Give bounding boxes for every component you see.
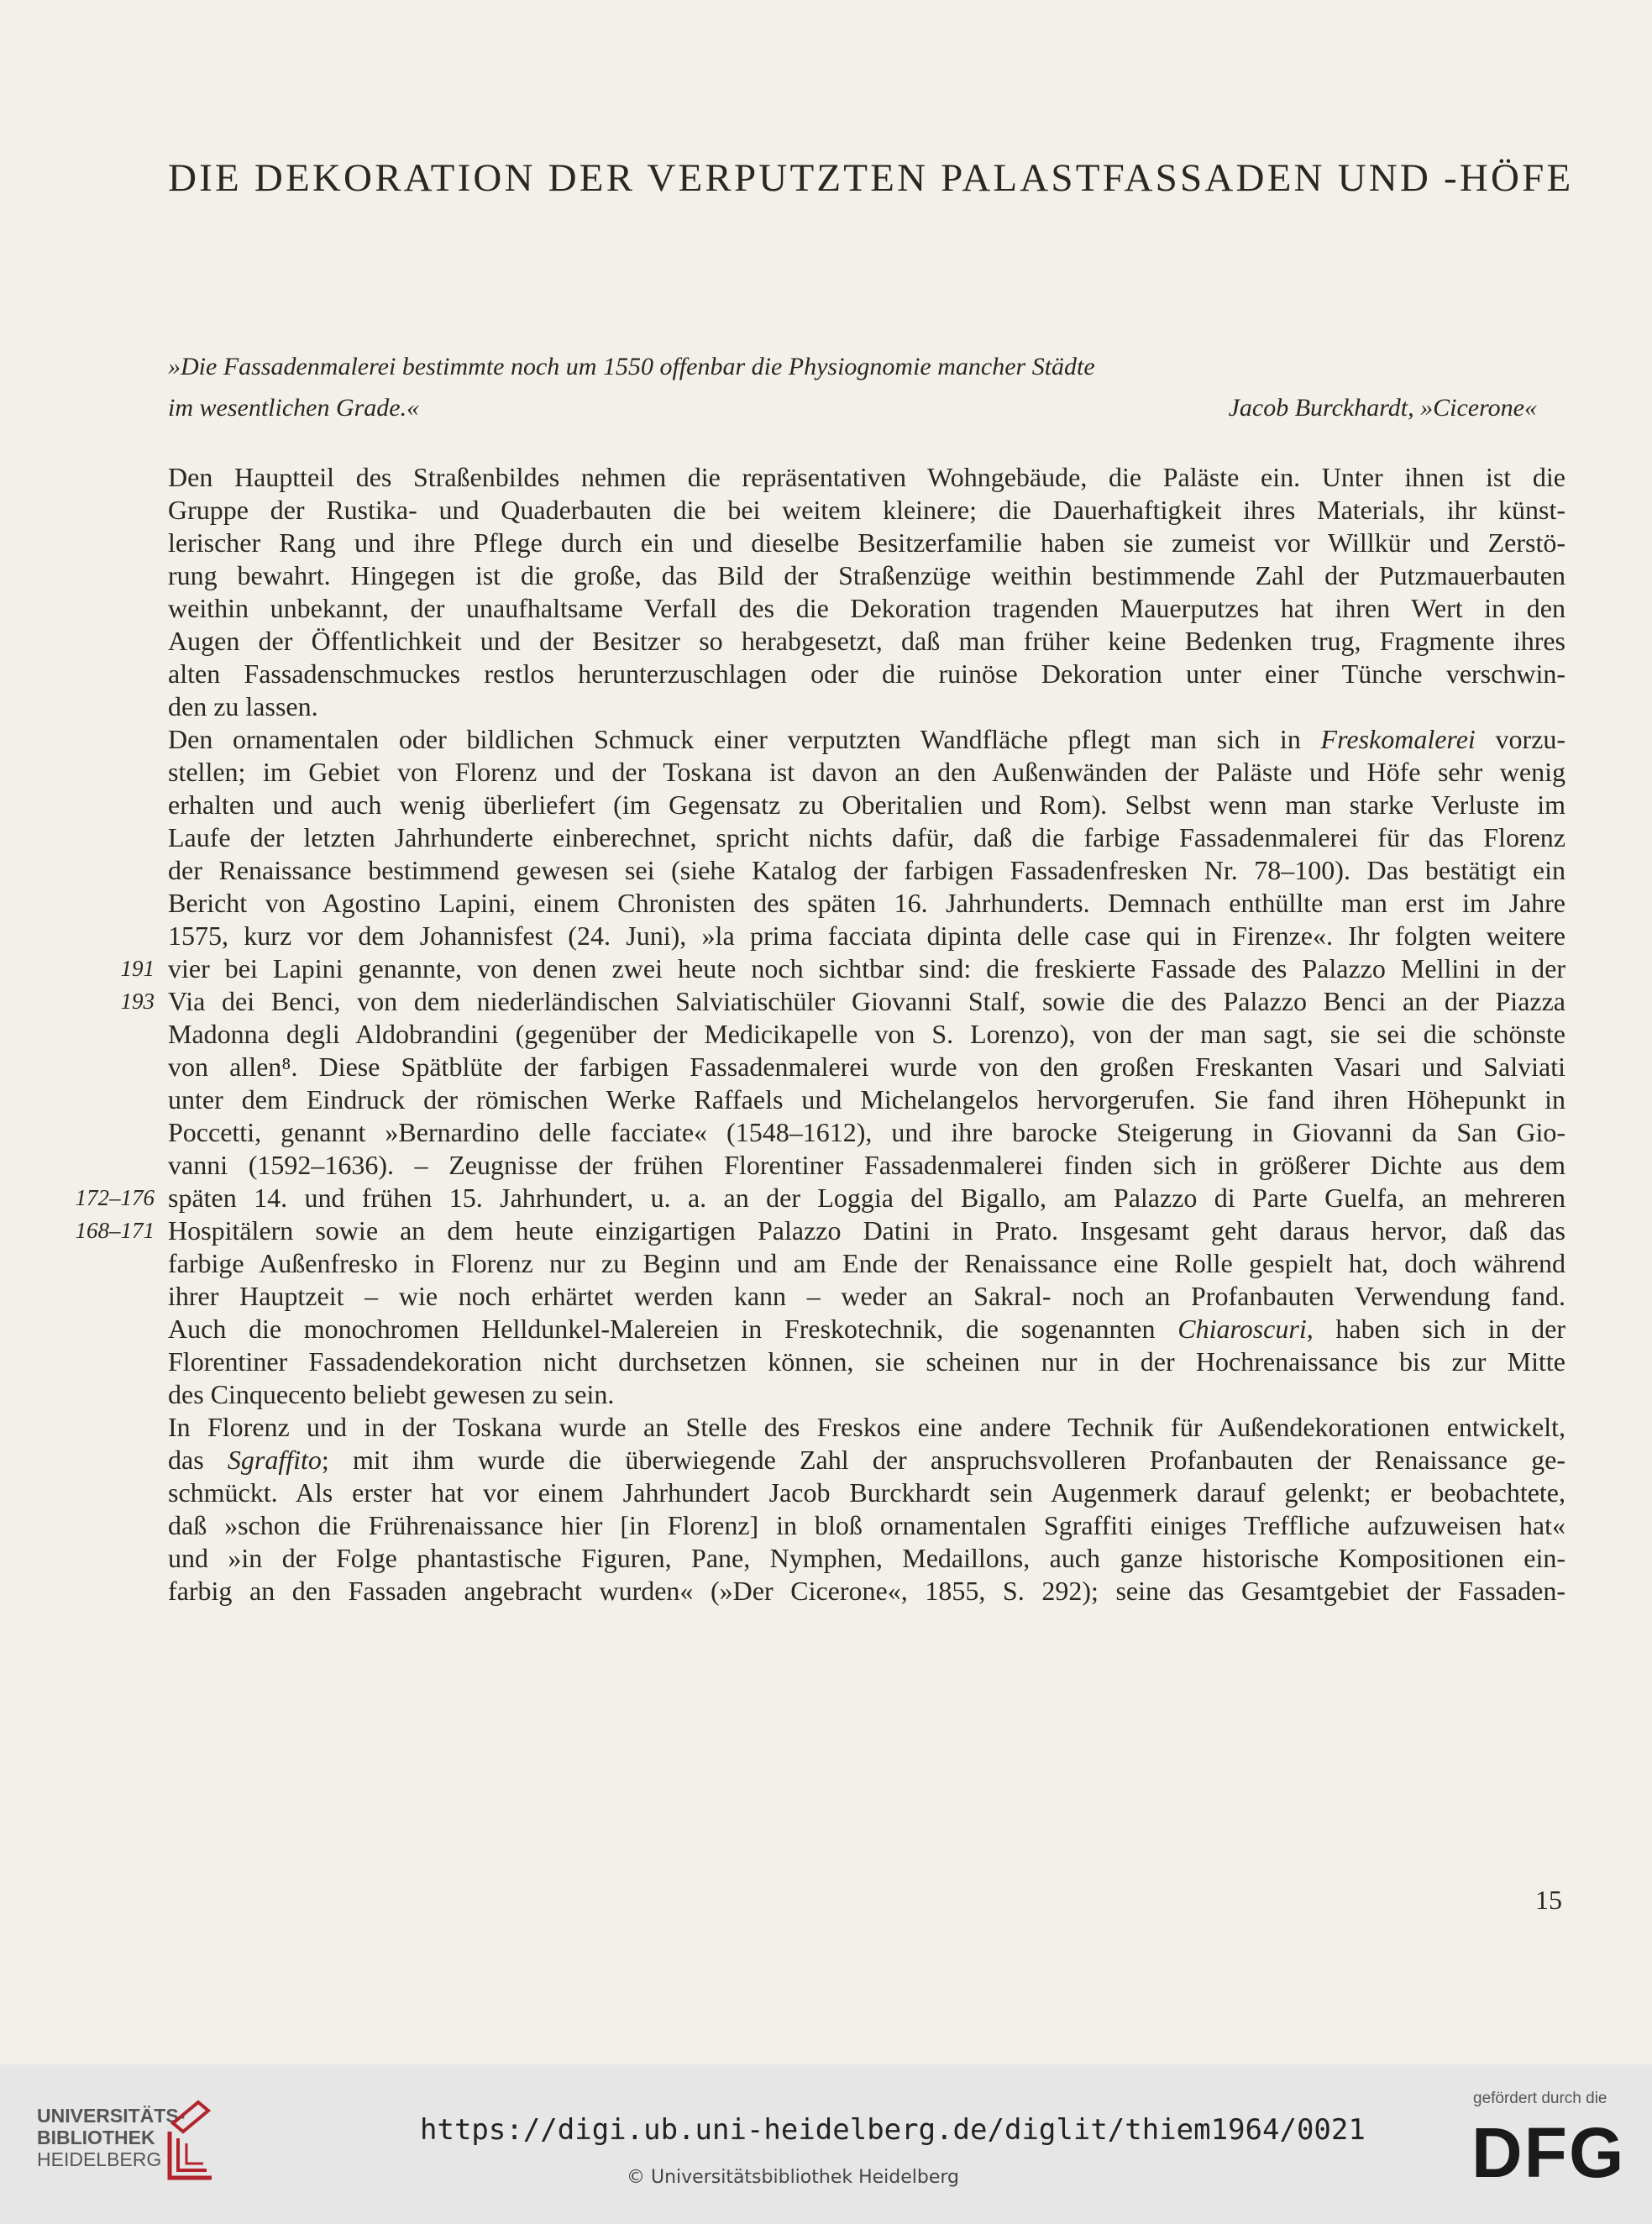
- text-line: Laufe der letzten Jahrhunderte einberechnet, spricht nichts dafür, daß die farbige Fassadenmalerei für das Florenz: [168, 822, 1565, 852]
- epigraph-line-2-text: im wesentlichen Grade.«: [168, 394, 420, 422]
- text-line: des Cinquecento beliebt gewesen zu sein.: [168, 1379, 615, 1409]
- text-line: ihrer Hauptzeit – wie noch erhärtet werden kann – weder an Sakral- noch an Profanbauten Verwendung fand.: [168, 1281, 1565, 1311]
- text-line: Florentiner Fassadendekoration nicht durchsetzen können, sie scheinen nur in der Hochrenaissance bis zur Mitte: [168, 1346, 1565, 1377]
- text-line: vier bei Lapini genannte, von denen zwei heute noch sichtbar sind: die freskierte Fassade des Palazzo Mellini in der 191: [120, 953, 1565, 983]
- text-line: das Sgraffito; mit ihm wurde die überwiegende Zahl der anspruchsvolleren Profanbauten der Renaissance ge-: [168, 1445, 1566, 1475]
- text-line: farbig an den Fassaden angebracht wurden« (»Der Cicerone«, 1855, S. 292); seine das Gesamtgebiet der Fassaden-: [168, 1576, 1565, 1606]
- text-line: Auch die monochromen Helldunkel-Malereien in Freskotechnik, die sogenannten Chiaroscuri, haben sich in der: [168, 1314, 1566, 1344]
- text-line: und »in der Folge phantastische Figuren, Pane, Nymphen, Medaillons, auch ganze historische Kompositionen ein-: [168, 1543, 1565, 1573]
- text-line: 1575, kurz vor dem Johannisfest (24. Juni), »la prima facciata dipinta delle case qui in Firenze«. Ihr folgten weitere: [168, 921, 1565, 951]
- margin-figure-reference: 193: [120, 989, 155, 1014]
- library-name-line-3: HEIDELBERG: [37, 2148, 162, 2170]
- text-line: Poccetti, genannt »Bernardino delle facciate« (1548–1612), und ihre barocke Steigerung in Giovanni da San Gio-: [168, 1117, 1565, 1147]
- library-name-line-2: BIBLIOTHEK: [37, 2127, 155, 2148]
- text-line: Gruppe der Rustika- und Quaderbauten die bei weitem kleinere; die Dauerhaftigkeit ihres Materials, ihr künst-: [168, 495, 1565, 525]
- text-line: Augen der Öffentlichkeit und der Besitzer so herabgesetzt, daß man früher keine Bedenken trug, Fragmente ihres: [168, 626, 1565, 656]
- text-line: Via dei Benci, von dem niederländischen Salviatischüler Giovanni Stalf, sowie die des Palazzo Benci an der Piazza 193: [120, 986, 1565, 1016]
- text-line: schmückt. Als erster hat vor einem Jahrhundert Jacob Burckhardt sein Augenmerk darauf gelenkt; er beobachtete,: [168, 1477, 1565, 1508]
- epigraph: [168, 346, 1545, 428]
- text-line: erhalten und auch wenig überliefert (im Gegensatz zu Oberitalien und Rom). Selbst wenn man starke Verluste im: [168, 789, 1565, 820]
- text-line: alten Fassadenschmuckes restlos herunterzuschlagen oder die ruinöse Dekoration unter einer Tünche verschwin-: [168, 658, 1565, 689]
- text-line: Hospitälern sowie an dem heute einzigartigen Palazzo Datini in Prato. Insgesamt geht daraus hervor, daß das 168–171: [75, 1215, 1565, 1246]
- text-line: von allen⁸. Diese Spätblüte der farbigen Fassadenmalerei wurde von den großen Freskanten Vasari und Salviati: [168, 1052, 1565, 1082]
- margin-figure-reference: 172–176: [75, 1185, 155, 1210]
- document-url-link[interactable]: https://digi.ub.uni-heidelberg.de/diglit/thiem1964/0021: [420, 2113, 1366, 2147]
- text-line: späten 14. und frühen 15. Jahrhundert, u. a. an der Loggia del Bigallo, am Palazzo di Parte Guelfa, an mehreren 172–176: [75, 1183, 1565, 1213]
- text-line: Den Hauptteil des Straßenbildes nehmen die repräsentativen Wohngebäude, die Paläste ein. Unter ihnen ist die: [168, 462, 1565, 492]
- italic-term: Sgraffito: [227, 1445, 322, 1475]
- text-line: Den ornamentalen oder bildlichen Schmuck einer verputzten Wandfläche pflegt man sich in Freskomalerei vorzu-: [168, 724, 1566, 754]
- text-line: farbige Außenfresko in Florenz nur zu Beginn und am Ende der Renaissance eine Rolle gespielt hat, doch während: [168, 1248, 1565, 1278]
- dfg-logo-icon[interactable]: DFG: [1471, 2113, 1626, 2192]
- text-line: In Florenz und in der Toskana wurde an Stelle des Freskos eine andere Technik für Außendekorationen entwickelt,: [168, 1412, 1565, 1442]
- text-line: lerischer Rang und ihre Pflege durch ein und dieselbe Besitzerfamilie haben sie zumeist vor Willkür und Zerstö-: [168, 527, 1565, 558]
- italic-term: Freskomalerei: [1320, 724, 1476, 754]
- italic-term: Chiaroscuri: [1177, 1314, 1307, 1344]
- text-line: der Renaissance bestimmend gewesen sei (siehe Katalog der farbigen Fassadenfresken Nr. 78–100). Das bestätigt ein: [168, 855, 1565, 885]
- text-line: den zu lassen.: [168, 691, 318, 721]
- funding-label: gefördert durch die: [1473, 2090, 1607, 2107]
- text-line: Madonna degli Aldobrandini (gegenüber der Medicikapelle von S. Lorenzo), von der man sagt, sie sei die schönste: [168, 1019, 1565, 1049]
- library-name-line-1: UNIVERSITÄTS-: [37, 2105, 186, 2127]
- text-line: daß »schon die Frührenaissance hier [in Florenz] in bloß ornamentalen Sgraffiti einiges Treffliche aufzuweisen hat«: [168, 1510, 1565, 1540]
- epigraph-line-2: [168, 387, 1545, 428]
- library-logo-icon[interactable]: [165, 2098, 218, 2182]
- margin-figure-reference: 191: [120, 956, 155, 981]
- text-line: rung bewahrt. Hingegen ist die große, das Bild der Straßenzüge weithin bestimmende Zahl der Putzmauerbauten: [168, 560, 1565, 590]
- text-line: Bericht von Agostino Lapini, einem Chronisten des späten 16. Jahrhunderts. Demnach enthüllte man erst im Jahre: [168, 888, 1565, 918]
- text-line: stellen; im Gebiet von Florenz und der Toskana ist davon an den Außenwänden der Paläste und Höfe sehr wenig: [168, 757, 1565, 787]
- text-line: weithin unbekannt, der unaufhaltsame Verfall des die Dekoration tragenden Mauerputzes hat ihren Wert in den: [168, 593, 1565, 623]
- epigraph-line-1: »Die Fassadenmalerei bestimmte noch um 1550 offenbar die Physiognomie mancher Städte: [168, 353, 1095, 380]
- text-line: unter dem Eindruck der römischen Werke Raffaels und Michelangelos hervorgerufen. Sie fand ihren Höhepunkt in: [168, 1084, 1565, 1115]
- viewer-footer: [0, 2064, 1652, 2224]
- page-number: 15: [1535, 1885, 1562, 1915]
- text-line: vanni (1592–1636). – Zeugnisse der frühen Florentiner Fassadenmalerei finden sich in größerer Dichte aus dem: [168, 1150, 1565, 1180]
- chapter-heading: DIE DEKORATION DER VERPUTZTEN PALASTFASSADEN UND -HÖFE: [168, 156, 1574, 200]
- epigraph-attribution: Jacob Burckhardt, »Cicerone«: [1228, 394, 1537, 422]
- copyright-notice: © Universitätsbibliothek Heidelberg: [627, 2167, 960, 2188]
- library-name[interactable]: [37, 2105, 185, 2170]
- margin-figure-reference: 168–171: [75, 1218, 155, 1243]
- body-text: [75, 461, 1566, 1608]
